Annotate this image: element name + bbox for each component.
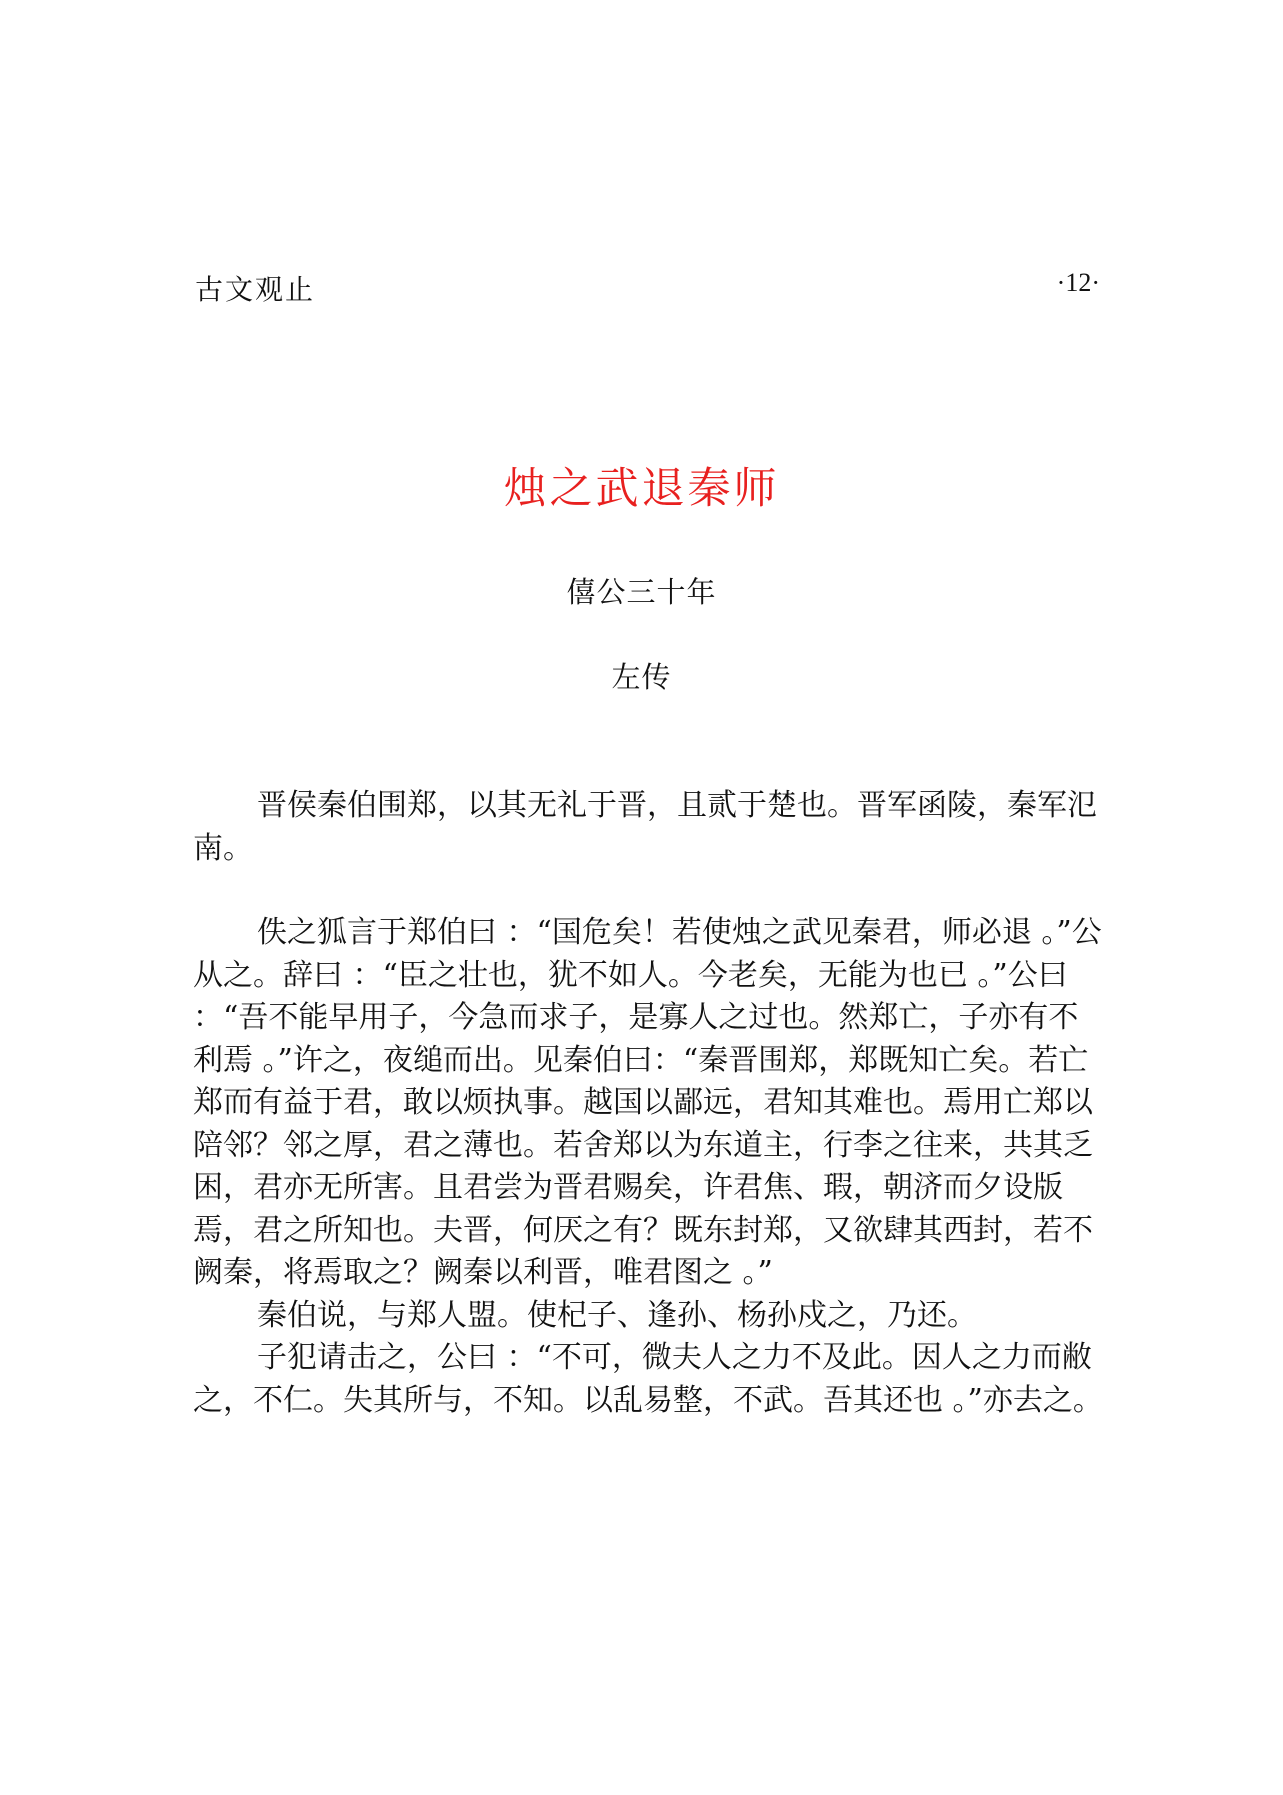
article-title: 烛之武退秦师: [503, 464, 780, 514]
paragraph-1: 晋侯秦伯围郑，以其无礼于晋，且贰于楚也。晋军函陵，秦军氾南。: [193, 788, 1097, 866]
paragraph-4: 子犯请击之，公曰 ：“不可，微夫人之力不及此。因人之力而敝之，不仁。失其所与，不知。以乱易整，不武。吾其还也 。”亦去之。: [193, 1340, 1103, 1418]
book-name: 古文观止: [195, 273, 316, 306]
running-header: [195, 268, 1100, 308]
article-author: 左传: [611, 660, 672, 694]
page-number: ·12·: [1056, 268, 1100, 297]
article-subtitle: 僖公三十年: [566, 575, 717, 609]
paragraph-3: 秦伯说，与郑人盟。使杞子、逢孙、杨孙戍之，乃还。: [257, 1297, 977, 1333]
article-body: [193, 785, 1108, 1422]
paragraph-2: 佚之狐言于郑伯曰 ：“国危矣！若使烛之武见秦君，师必退 。”公从之。辞曰 ：“臣之壮也，犹不如人。今老矣，无能为也已 。”公曰 ：“吾不能早用子，今急而求子，是寡人之过也。然郑亡，子亦有不利焉 。”许之，夜缒而出。见秦伯曰：“秦晋围郑，郑既知亡矣。若亡郑而有益于君，敢以烦执事。越国以鄙远，君知其难也。焉用亡郑以陪邻？邻之厚，君之薄也。若舍郑以为东道主，行李之往来，共其乏困，君亦无所害。且君尝为晋君赐矣，许君焦、瑕，朝济而夕设版焉，君之所知也。夫晋，何厌之有？既东封郑，又欲肆其西封，若不阙秦，将焉取之？阙秦以利晋，唯君图之 。”: [193, 915, 1102, 1290]
